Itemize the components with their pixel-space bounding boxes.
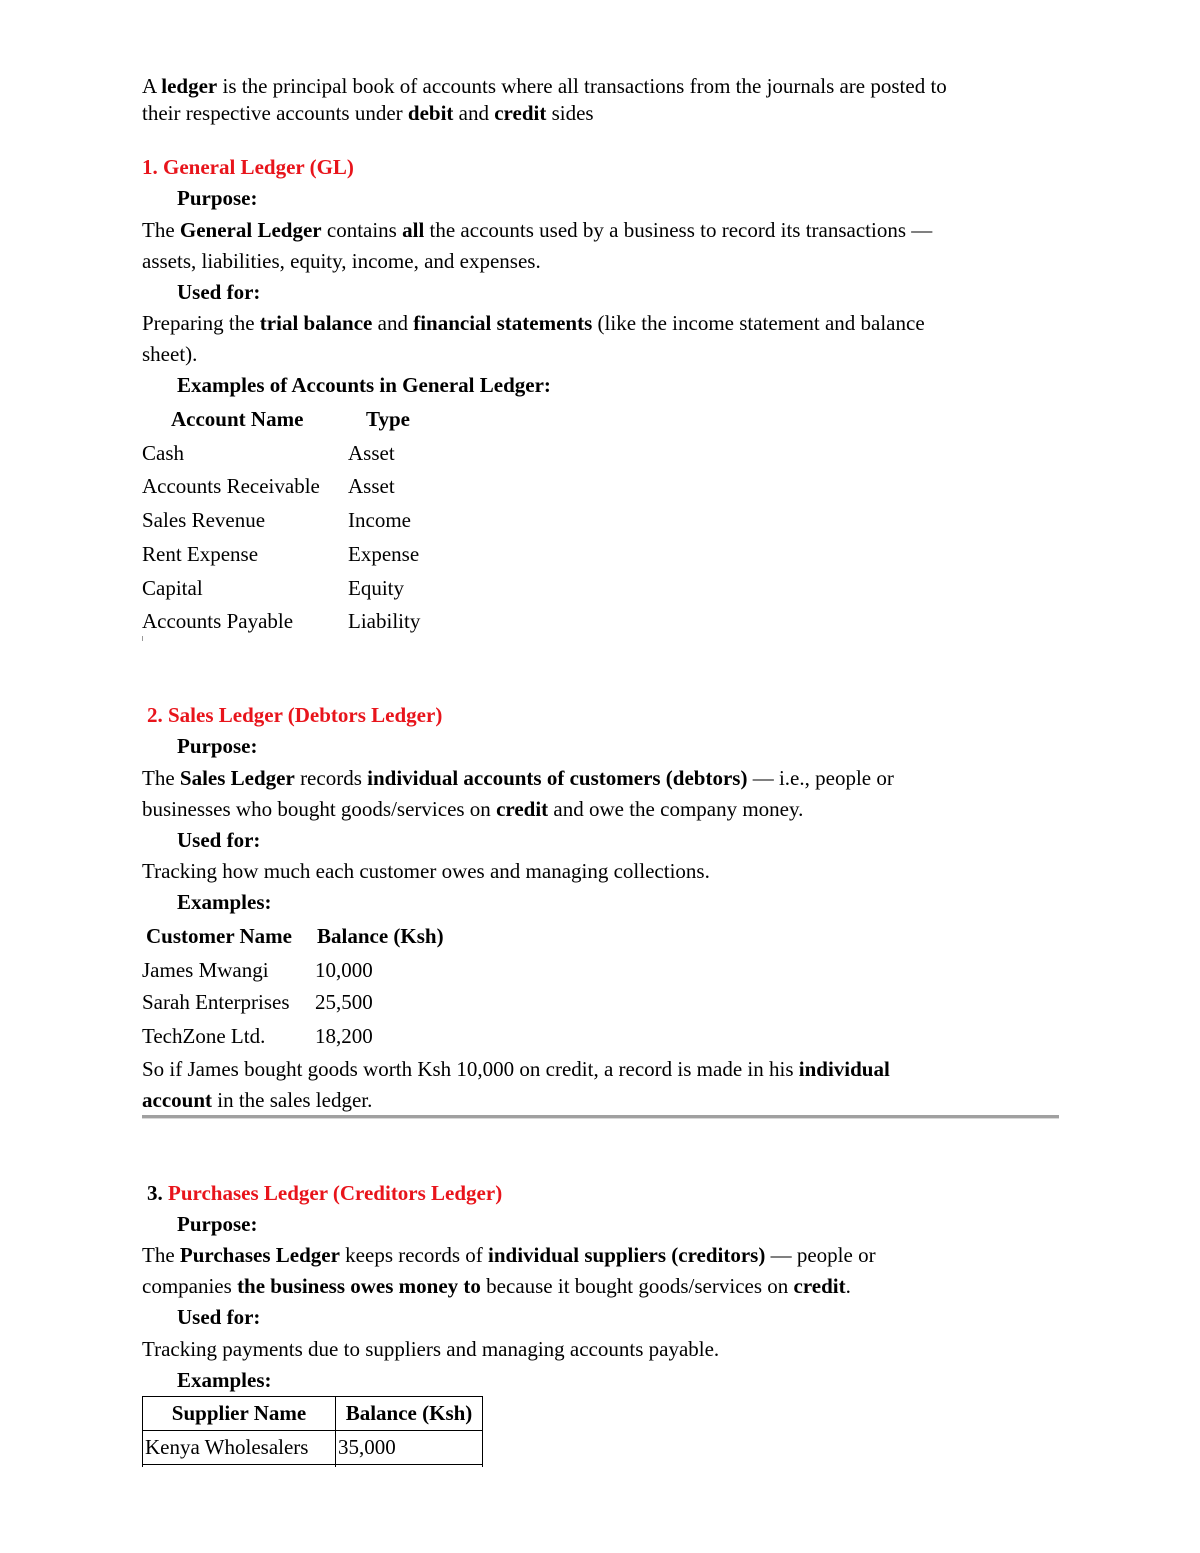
sl-table-cell-balance: 25,500: [315, 990, 373, 1014]
intro-text: sides: [546, 101, 594, 125]
section-heading-sales-ledger: 2. Sales Ledger (Debtors Ledger): [147, 703, 443, 727]
sl-purpose-line-2: businesses who bought goods/services on credit and owe the company money.: [142, 797, 804, 821]
intro-ledger-term: ledger: [161, 74, 218, 98]
balance-header: Balance (Ksh): [336, 1397, 483, 1431]
gl-table-header-account: Account Name: [171, 407, 304, 431]
gl-table-cell-account: Capital: [142, 576, 203, 600]
sl-table-cell-customer: James Mwangi: [142, 958, 269, 982]
sl-summary-line-2: account in the sales ledger.: [142, 1088, 373, 1112]
horizontal-rule: [142, 1115, 1059, 1119]
pl-purpose-line-1: The Purchases Ledger keeps records of individual suppliers (creditors) — people or: [142, 1243, 876, 1267]
gl-table-cell-account: Sales Revenue: [142, 508, 266, 532]
section-heading-purchases-ledger: 3. Purchases Ledger (Creditors Ledger): [147, 1181, 503, 1205]
gl-table-cell-type: Asset: [348, 474, 395, 498]
pl-examples-label: Examples:: [177, 1368, 272, 1392]
intro-text: and: [453, 101, 495, 125]
suppliers-table: [142, 1396, 483, 1467]
sl-purpose-line-1: The Sales Ledger records individual accounts of customers (debtors) — i.e., people or: [142, 766, 894, 790]
gl-usedfor-line-2: sheet).: [142, 342, 198, 366]
sl-purpose-label: Purpose:: [177, 734, 258, 758]
gl-table-cell-type: Income: [348, 508, 411, 532]
gl-table-cell-type: Liability: [348, 609, 421, 633]
gl-table-cell-account: Accounts Receivable: [142, 474, 320, 498]
sl-table-header-balance: Balance (Ksh): [317, 924, 444, 948]
sl-examples-label: Examples:: [177, 890, 272, 914]
supplier-name-cell: Kenya Wholesalers: [143, 1431, 336, 1465]
gl-table-cell-account: Cash: [142, 441, 184, 465]
sl-usedfor-text: Tracking how much each customer owes and managing collections.: [142, 859, 710, 883]
pl-purpose-label: Purpose:: [177, 1212, 258, 1236]
intro-text: is the principal book of accounts where all transactions from the journals are posted to: [217, 74, 947, 98]
intro-line-2: [142, 103, 594, 124]
gl-purpose-line-2: assets, liabilities, equity, income, and expenses.: [142, 249, 541, 273]
intro-line-1: [142, 76, 947, 97]
gl-usedfor-label: Used for:: [177, 280, 261, 304]
intro-debit-term: debit: [407, 101, 454, 125]
gl-examples-label: Examples of Accounts in General Ledger:: [177, 373, 551, 397]
table-row: [143, 1431, 483, 1465]
gl-table-cell-type: Expense: [348, 542, 420, 566]
sl-summary-line-1: So if James bought goods worth Ksh 10,000 on credit, a record is made in his individual: [142, 1057, 890, 1081]
table-edge-mark: [142, 636, 143, 641]
pl-usedfor-text: Tracking payments due to suppliers and managing accounts payable.: [142, 1337, 720, 1361]
gl-table-cell-type: Asset: [348, 441, 395, 465]
sl-table-header-customer: Customer Name: [146, 924, 292, 948]
balance-cell: 35,000: [336, 1431, 483, 1465]
gl-purpose-line-1: The General Ledger contains all the accounts used by a business to record its transactions —: [142, 218, 933, 242]
supplier-name-header: Supplier Name: [143, 1397, 336, 1431]
gl-table-cell-type: Equity: [348, 576, 404, 600]
table-row-partial: [143, 1465, 483, 1468]
gl-usedfor-line-1: Preparing the trial balance and financial statements (like the income statement and balance: [142, 311, 925, 335]
sl-table-cell-balance: 10,000: [315, 958, 373, 982]
intro-text: A: [142, 74, 162, 98]
table-header-row: [143, 1397, 483, 1431]
gl-table-cell-account: Accounts Payable: [142, 609, 294, 633]
section-heading-general-ledger: 1. General Ledger (GL): [142, 155, 354, 179]
sl-usedfor-label: Used for:: [177, 828, 261, 852]
sl-table-cell-customer: TechZone Ltd.: [142, 1024, 266, 1048]
gl-table-cell-account: Rent Expense: [142, 542, 259, 566]
intro-text: their respective accounts under: [142, 101, 408, 125]
sl-table-cell-customer: Sarah Enterprises: [142, 990, 290, 1014]
gl-purpose-label: Purpose:: [177, 186, 258, 210]
sl-table-cell-balance: 18,200: [315, 1024, 373, 1048]
intro-credit-term: credit: [494, 101, 547, 125]
pl-usedfor-label: Used for:: [177, 1305, 261, 1329]
pl-purpose-line-2: companies the business owes money to because it bought goods/services on credit.: [142, 1274, 851, 1298]
gl-table-header-type: Type: [366, 407, 410, 431]
